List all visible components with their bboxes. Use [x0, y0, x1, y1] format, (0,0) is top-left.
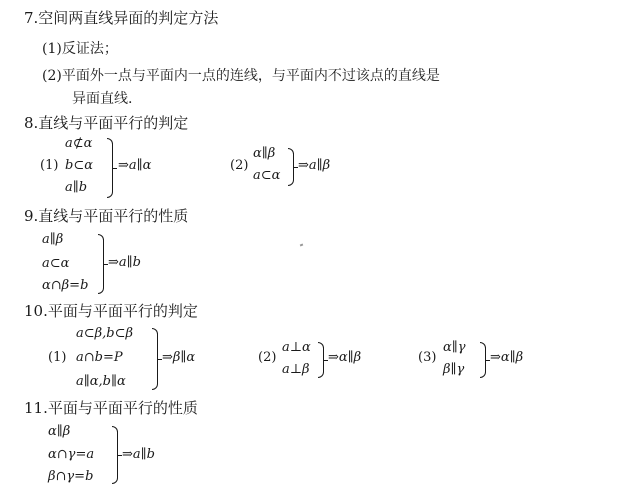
s10-case1-premise-3: a∥α,b∥α — [76, 374, 126, 389]
s11-brace — [112, 426, 118, 484]
s10-case2-premise-1: a⊥α — [282, 340, 311, 355]
s9-conclusion: ⇒a∥b — [108, 255, 141, 270]
s9-premise-1: a∥β — [42, 232, 64, 247]
s11-premise-1: α∥β — [48, 424, 71, 439]
section-7-title: 7.空间两直线异面的判定方法 — [24, 9, 219, 27]
s10-case2-premise-2: a⊥β — [282, 362, 310, 377]
s10-case1-premise-2: a∩b=P — [76, 350, 123, 365]
s10-case3-premise-2: β∥γ — [443, 362, 465, 377]
s10-case1-premise-1: a⊂β,b⊂β — [76, 326, 134, 341]
s9-premise-3: α∩β=b — [42, 278, 89, 293]
s8-case1-prefix: (1) — [40, 158, 59, 173]
s11-conclusion: ⇒a∥b — [122, 447, 155, 462]
s8-case1-premise-3: a∥b — [65, 180, 88, 195]
s9-premise-2: a⊂α — [42, 256, 70, 271]
s11-premise-3: β∩γ=b — [48, 469, 94, 484]
section-8-title: 8.直线与平面平行的判定 — [24, 114, 189, 132]
s10-case1-brace — [152, 328, 158, 390]
s8-case1-premise-2: b⊂α — [65, 158, 93, 173]
s8-case1-conclusion: ⇒a∥α — [118, 158, 152, 173]
s8-case2-premise-2: a⊂α — [253, 168, 281, 183]
section-7-item-2-line-1: (2)平面外一点与平面内一点的连线，与平面内不过该点的直线是 — [42, 68, 440, 84]
s10-case2-brace — [318, 342, 324, 378]
section-9-title: 9.直线与平面平行的性质 — [24, 207, 189, 225]
s8-case2-prefix: (2) — [230, 158, 249, 173]
scan-speck — [300, 244, 304, 247]
s8-case2-premise-1: α∥β — [253, 146, 276, 161]
section-10-title: 10.平面与平面平行的判定 — [24, 302, 198, 320]
s10-case2-prefix: (2) — [258, 350, 277, 365]
s10-case2-conclusion: ⇒α∥β — [328, 350, 362, 365]
s10-case1-conclusion: ⇒β∥α — [162, 350, 196, 365]
s8-case2-brace — [288, 148, 294, 186]
s10-case3-brace — [480, 342, 486, 378]
s10-case1-prefix: (1) — [48, 350, 67, 365]
section-7-item-2-line-2: 异面直线. — [72, 91, 133, 107]
s11-premise-2: α∩γ=a — [48, 447, 95, 462]
s8-case1-premise-1: a⊄α — [65, 136, 93, 151]
section-7-item-1: (1)反证法； — [42, 41, 118, 57]
s8-case1-brace — [107, 138, 113, 198]
s10-case3-premise-1: α∥γ — [443, 340, 466, 355]
s10-case3-prefix: (3) — [418, 350, 437, 365]
s8-case2-conclusion: ⇒a∥β — [298, 158, 331, 173]
s9-brace — [98, 234, 104, 294]
section-11-title: 11.平面与平面平行的性质 — [24, 399, 198, 417]
s10-case3-conclusion: ⇒α∥β — [490, 350, 524, 365]
